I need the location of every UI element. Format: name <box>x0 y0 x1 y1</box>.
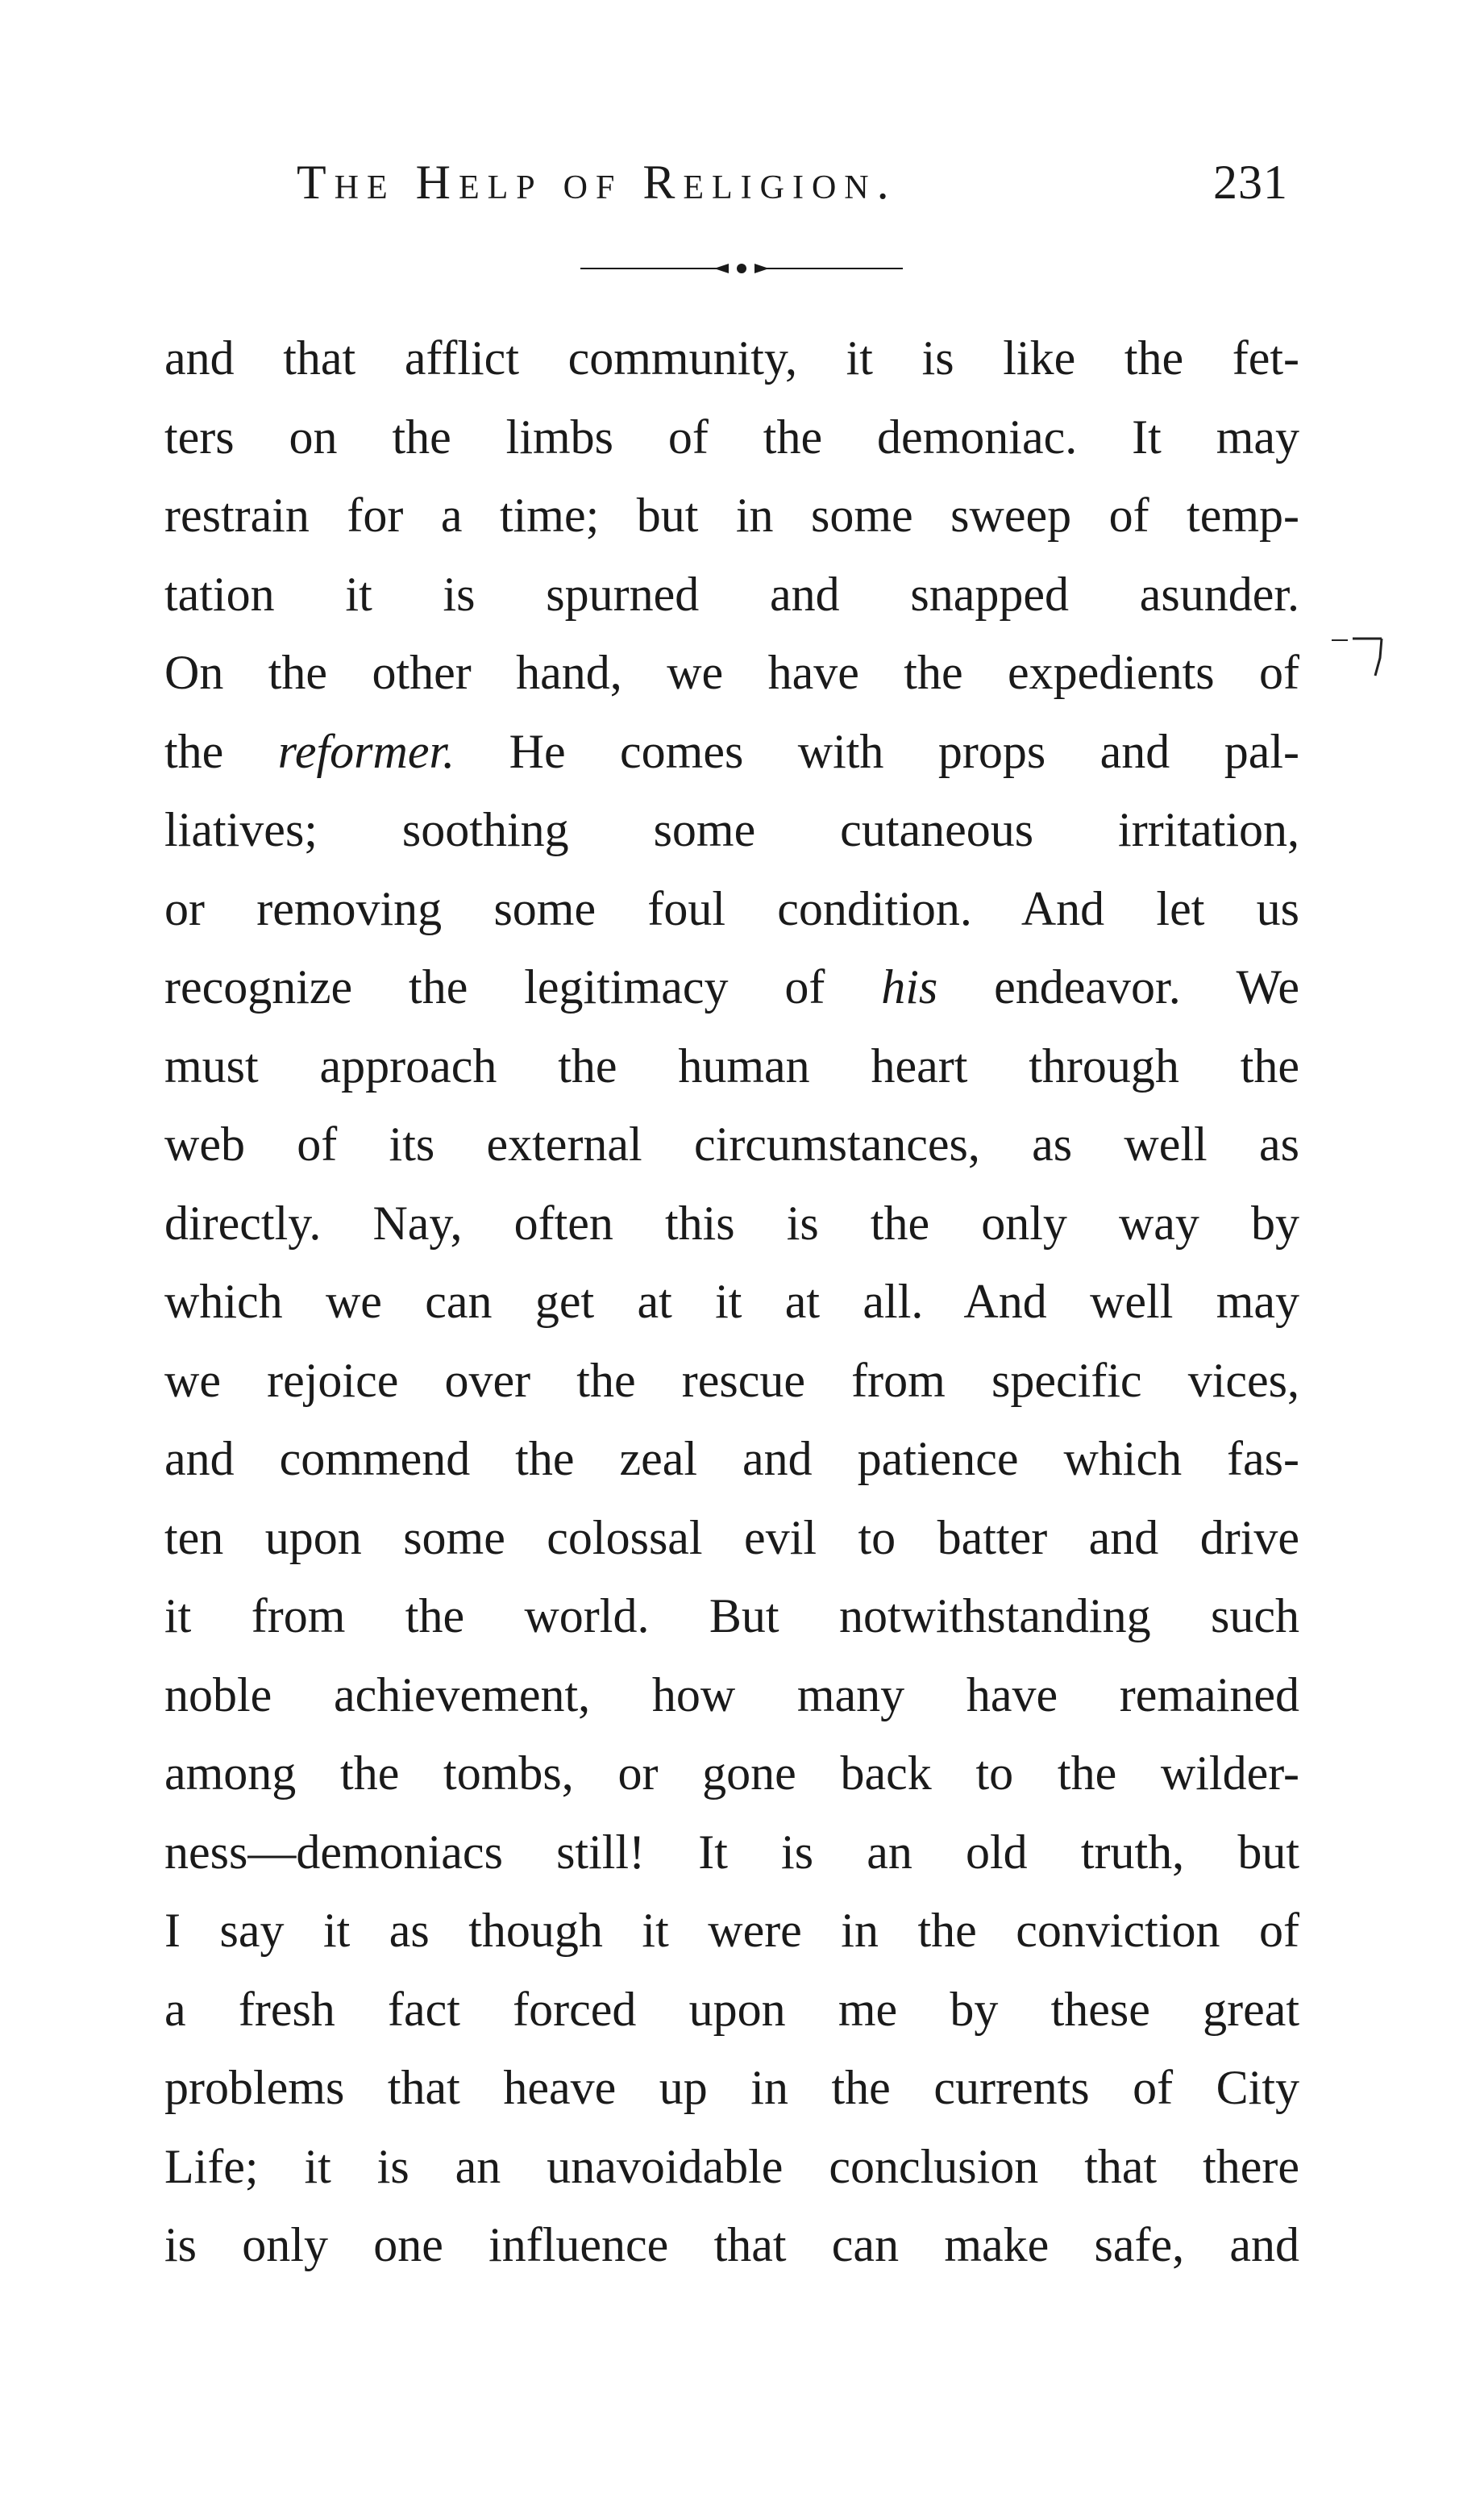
text-line: problems that heave up in the currents of City <box>164 2061 1299 2114</box>
text-line: or removing some foul condition. And let us <box>164 881 1299 935</box>
text-line: which we can get at it at all. And well may <box>164 1275 1299 1328</box>
text-line: On the other hand, we have the expedients of <box>164 646 1299 699</box>
text-line: must approach the human heart through the <box>164 1039 1299 1093</box>
text-line-end: He comes with props and pal- <box>455 724 1299 778</box>
margin-bracket-mark <box>1328 634 1401 682</box>
text-line: restrain for a time; but in some sweep of temp- <box>164 489 1299 542</box>
text-line-end: endeavor. We <box>937 960 1299 1014</box>
italic-word: his <box>881 960 938 1014</box>
running-title: The Help of Religion. <box>297 156 897 209</box>
text-line: a fresh fact forced upon me by these great <box>164 1982 1299 2036</box>
italic-word: reformer. <box>277 724 455 778</box>
text-line-start: recognize the legitimacy of <box>164 960 882 1014</box>
text-line: ness—demoniacs still! It is an old truth, but <box>164 1825 1299 1879</box>
text-line: liatives; soothing some cutaneous irritation, <box>164 803 1299 856</box>
text-line: Life; it is an unavoidable conclusion that there <box>164 2139 1299 2193</box>
text-line: ters on the limbs of the demoniac. It may <box>164 410 1299 464</box>
text-line: we rejoice over the rescue from specific vices, <box>164 1353 1299 1407</box>
page-number: 231 <box>1213 156 1288 209</box>
text-line: directly. Nay, often this is the only way by <box>164 1196 1299 1250</box>
running-head <box>297 150 1288 214</box>
text-line: ten upon some colossal evil to batter and drive <box>164 1510 1299 1564</box>
text-line <box>164 713 1299 792</box>
text-line: web of its external circumstances, as well as <box>164 1118 1299 1171</box>
text-line: and commend the zeal and patience which fas- <box>164 1432 1299 1485</box>
text-line: among the tombs, or gone back to the wilder- <box>164 1746 1299 1800</box>
body-text <box>164 319 1299 2285</box>
ornament-rule <box>580 263 903 274</box>
text-line: I say it as though it were in the conviction of <box>164 1904 1299 1957</box>
text-line: is only one influence that can make safe, and <box>164 2218 1299 2271</box>
text-line-start: the <box>164 724 278 778</box>
text-line: and that afflict community, it is like the fet- <box>164 331 1299 385</box>
text-line: noble achievement, how many have remained <box>164 1667 1299 1721</box>
text-line: tation it is spurned and snapped asunder. <box>164 567 1299 621</box>
text-line: it from the world. But notwithstanding such <box>164 1589 1299 1642</box>
text-line <box>164 948 1299 1027</box>
